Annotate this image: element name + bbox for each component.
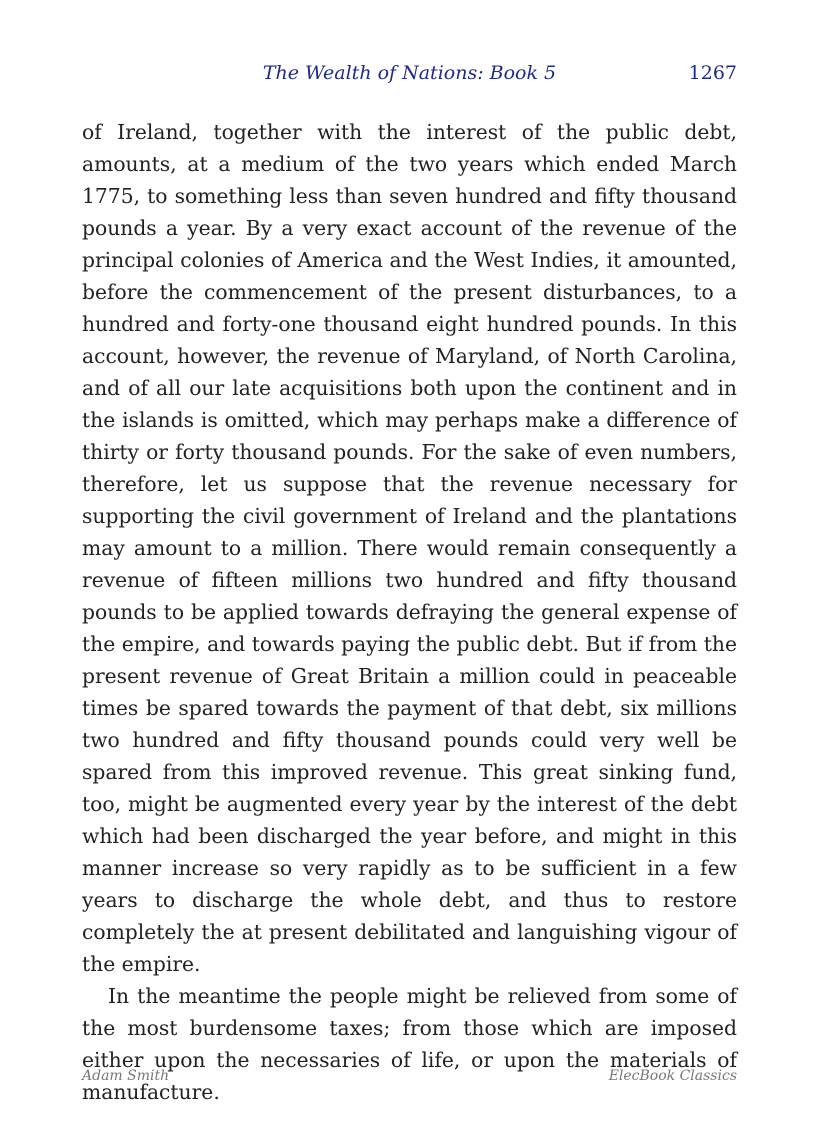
page-number: 1267 <box>688 62 737 84</box>
running-footer <box>82 1068 737 1088</box>
paragraph: In the meantime the people might be relieved from some of the most burdensome taxes; from those which are imposed either upon the necessaries of life, or upon the materials of manufacture. <box>82 984 737 1104</box>
footer-author: Adam Smith <box>82 1068 170 1084</box>
footer-publisher: ElecBook Classics <box>608 1068 737 1084</box>
body-text <box>82 116 737 1108</box>
running-header <box>82 62 737 92</box>
book-title: The Wealth of Nations: Book 5 <box>262 62 557 84</box>
paragraph-continued: of Ireland, together with the interest of the public debt, amounts, at a medium of the two years which ended March 1775, to something less than seven hundred and fifty thousand pounds a year. By a very exact account of the revenue of the principal colonies of America and the West Indies, it amounted, before the commencement of the present disturbances, to a hundred and forty-one thousand eight hundred pounds. In this account, however, the revenue of Maryland, of North Carolina, and of all our late acquisitions both upon the continent and in the islands is omitted, which may perhaps make a difference of thirty or forty thousand pounds. For the sake of even numbers, therefore, let us suppose that the revenue necessary for supporting the civil government of Ireland and the plantations may amount to a million. There would remain consequently a revenue of fifteen millions two hundred and fifty thousand pounds to be applied towards defraying the general expense of the empire, and towards paying the public debt. But if from the present revenue of Great Britain a million could in peaceable times be spared towards the payment of that debt, six millions two hundred and fifty thousand pounds could very well be spared from this improved revenue. This great sinking fund, too, might be augmented every year by the interest of the debt which had been discharged the year before, and might in this manner increase so very rapidly as to be sufficient in a few years to discharge the whole debt, and thus to restore completely the at present debilitated and languishing vigour of the empire. <box>82 120 737 976</box>
